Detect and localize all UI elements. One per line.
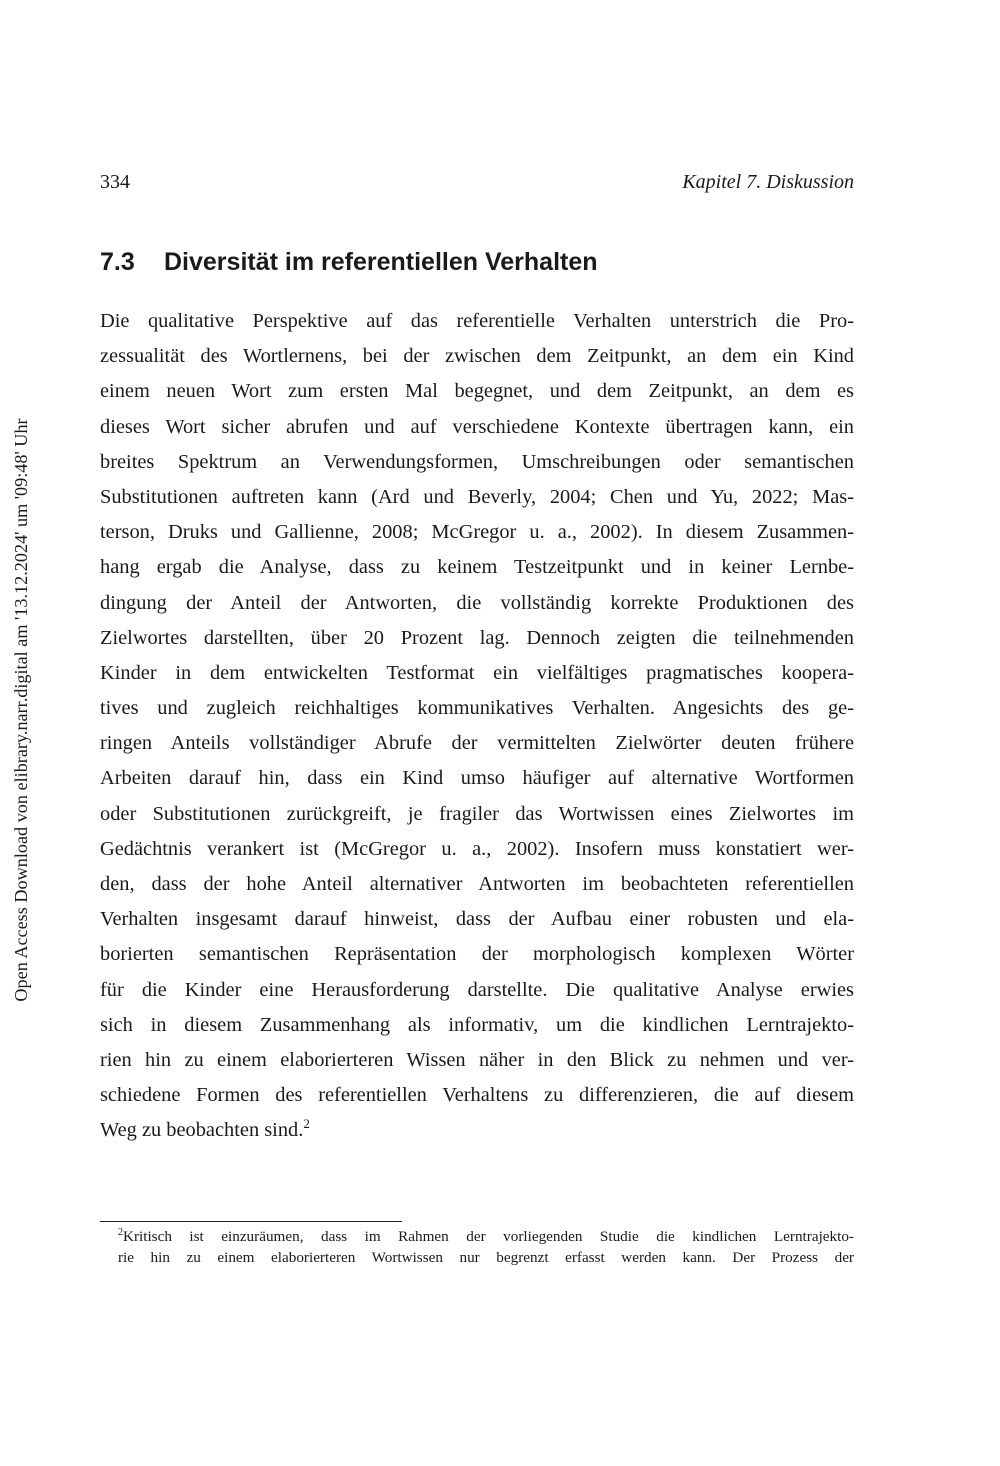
body-line: rien hin zu einem elaborierteren Wissen näher in den Blick zu nehmen und ver- — [100, 1048, 854, 1071]
body-line: dingung der Anteil der Antworten, die vollständig korrekte Produktionen des — [100, 591, 854, 614]
body-line-last — [100, 1113, 854, 1148]
body-line: oder Substitutionen zurückgreift, je fragiler das Wortwissen eines Zielwortes im — [100, 802, 854, 825]
body-line: tives und zugleich reichhaltiges kommunikatives Verhalten. Angesichts des ge- — [100, 697, 854, 720]
footnote-line: rie hin zu einem elaborierteren Wortwissen nur begrenzt erfasst werden kann. Der Prozess der — [118, 1249, 854, 1266]
body-line: terson, Druks und Gallienne, 2008; McGregor u. a., 2002). In diesem Zusammen- — [100, 521, 854, 544]
body-line: Verhalten insgesamt darauf hinweist, dass der Aufbau einer robusten und ela- — [100, 908, 854, 931]
body-last-line-text: Weg zu beobachten sind. — [100, 1119, 304, 1142]
body-line: Die qualitative Perspektive auf das referentielle Verhalten unterstrich die Pro- — [100, 310, 854, 332]
body-line: breites Spektrum an Verwendungsformen, Umschreibungen oder semantischen — [100, 450, 854, 473]
footnote-marker: 2 — [118, 1227, 123, 1238]
section-heading — [100, 246, 598, 278]
body-line: den, dass der hohe Anteil alternativer Antworten im beobachteten referentiellen — [100, 873, 854, 895]
section-number: 7.3 — [100, 248, 135, 276]
body-line: ringen Anteils vollständiger Abrufe der vermittelten Zielwörter deuten frühere — [100, 732, 854, 755]
body-line: für die Kinder eine Herausforderung darstellte. Die qualitative Analyse erwies — [100, 978, 854, 1001]
page-number: 334 — [100, 171, 130, 193]
body-line: Zielwortes darstellten, über 20 Prozent lag. Dennoch zeigten die teilnehmenden — [100, 626, 854, 649]
body-line: einem neuen Wort zum ersten Mal begegnet, und dem Zeitpunkt, an dem es — [100, 380, 854, 403]
body-line: sich in diesem Zusammenhang als informativ, um die kindlichen Lerntrajekto- — [100, 1013, 854, 1036]
body-line: Gedächtnis verankert ist (McGregor u. a., 2002). Insofern muss konstatiert wer- — [100, 837, 854, 860]
body-line: schiedene Formen des referentiellen Verhaltens zu differenzieren, die auf diesem — [100, 1084, 854, 1107]
running-head: Kapitel 7. Diskussion — [682, 171, 854, 193]
footnote-divider — [100, 1221, 402, 1222]
body-line: dieses Wort sicher abrufen und auf verschiedene Kontexte übertragen kann, ein — [100, 415, 854, 438]
footnote-reference[interactable]: 2 — [303, 1116, 310, 1132]
body-line: hang ergab die Analyse, dass zu keinem Testzeitpunkt und in keiner Lernbe- — [100, 556, 854, 579]
body-line: Substitutionen auftreten kann (Ard und Beverly, 2004; Chen und Yu, 2022; Mas- — [100, 485, 854, 508]
body-line: Kinder in dem entwickelten Testformat ein vielfältiges pragmatisches koopera- — [100, 661, 854, 684]
body-line: Arbeiten darauf hin, dass ein Kind umso häufiger auf alternative Wortformen — [100, 767, 854, 790]
footnote-line — [100, 1226, 854, 1247]
body-paragraph — [100, 304, 854, 1149]
body-line: borierten semantischen Repräsentation der morphologisch komplexen Wörter — [100, 943, 854, 966]
footnote-text: Kritisch ist einzuräumen, dass im Rahmen der vorliegenden Studie die kindlichen Lerntrajekto- — [123, 1228, 854, 1245]
body-line: zessualität des Wortlernens, bei der zwischen dem Zeitpunkt, an dem ein Kind — [100, 345, 854, 368]
download-notice: Open Access Download von elibrary.narr.digital am '13.12.2024' um '09:48' Uhr — [11, 418, 31, 1002]
section-title: Diversität im referentiellen Verhalten — [164, 248, 598, 276]
footnote — [100, 1226, 854, 1268]
